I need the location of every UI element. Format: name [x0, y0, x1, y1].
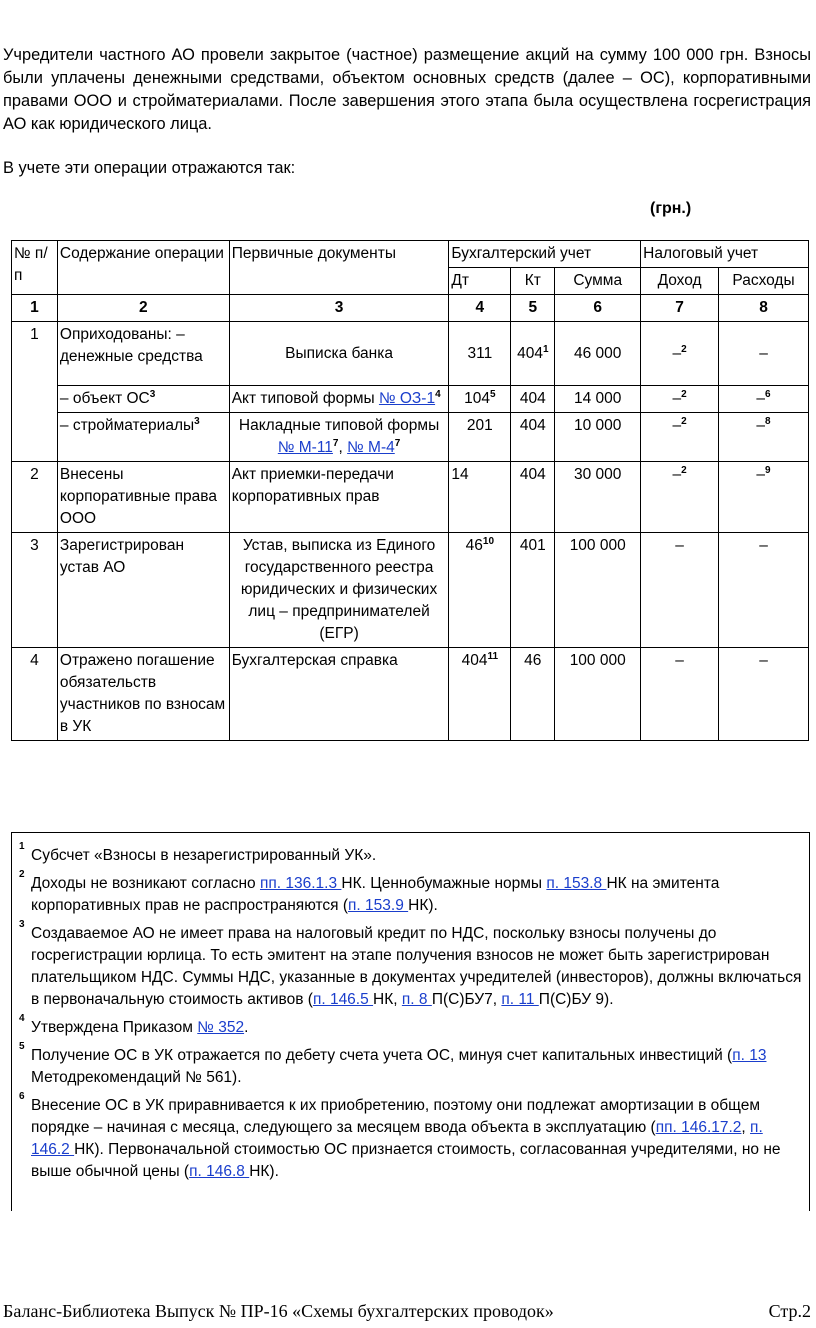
- row-dt: $104^5$: [449, 386, 511, 413]
- index-cell: 1: [12, 295, 58, 322]
- row-sum: 100 000: [555, 648, 641, 741]
- header-num: № п/п: [12, 241, 58, 295]
- table-row: [12, 386, 809, 413]
- row-docs: Акт приемки-передачи корпоративных прав: [229, 462, 449, 533]
- row-sum: 30 000: [555, 462, 641, 533]
- doc-link[interactable]: № М-11: [277, 439, 333, 456]
- header-income: Доход: [641, 268, 719, 295]
- row-expense: –$^9$: [719, 462, 809, 533]
- table-row: [12, 533, 809, 648]
- law-link[interactable]: п. 8: [401, 991, 432, 1008]
- footnote: 2 Доходы не возникают согласно пп. 136.1.3 НК. Ценнобумажные нормы п. 153.8 НК на эмитента корпоративных прав не распространяются (п. 153.9 НК).: [19, 869, 720, 914]
- row-expense: –$^6$: [719, 386, 809, 413]
- footnote: 3 Создаваемое АО не имеет права на налоговый кредит по НДС, поскольку взносы получены до госрегистрации юрлица. То есть эмитент на этапе получения взносов не может быть зарегистрирован плательщиком НДС. Суммы НДС, указанные в документах учредителей (инвесторов), должны включаться в первоначальную стоимость активов (п. 146.5 НК, п. 8 П(С)БУ7, п. 11 П(С)БУ 9).: [19, 919, 802, 1008]
- footnote: 4 Утверждена Приказом № 352.: [19, 1013, 249, 1036]
- row-content: – объект $ОС^3$: [57, 386, 229, 413]
- law-link[interactable]: п. 13: [732, 1047, 767, 1064]
- law-link[interactable]: пп. 136.1.3: [259, 875, 342, 892]
- law-link[interactable]: пп. 146.17.2: [655, 1119, 742, 1136]
- law-link[interactable]: п. 11: [501, 991, 539, 1008]
- intro-caption: В учете эти операции отражаются так:: [3, 159, 296, 177]
- table-row: [12, 413, 809, 462]
- footnote: 1 Субсчет «Взносы в незарегистрированный УК».: [19, 841, 377, 864]
- index-cell: 6: [555, 295, 641, 322]
- table-row: [12, 462, 809, 533]
- row-docs: Накладные типовой формы № $М-11^7$, № $М-4^7$: [229, 413, 449, 462]
- doc-link[interactable]: № М-4: [347, 439, 395, 456]
- header-row: [12, 241, 809, 268]
- row-num: 2: [12, 462, 58, 533]
- index-row: [12, 295, 809, 322]
- row-income: –$^2$: [641, 413, 719, 462]
- footnote: 5 Получение ОС в УК отражается по дебету счета учета ОС, минуя счет капитальных инвестиций (п. 13 Методрекомендаций № 561).: [19, 1041, 767, 1086]
- table-row: [12, 648, 809, 741]
- index-cell: 8: [719, 295, 809, 322]
- header-expense: Расходы: [719, 268, 809, 295]
- header-sum: Сумма: [555, 268, 641, 295]
- law-link[interactable]: п. 146.5: [312, 991, 374, 1008]
- row-expense: –: [719, 322, 809, 386]
- footer-title: Баланс-Библиотека Выпуск № ПР-16 «Схемы бухгалтерских проводок»: [3, 1301, 554, 1321]
- index-cell: 4: [449, 295, 511, 322]
- row-income: –: [641, 533, 719, 648]
- row-docs: Выписка банка: [229, 322, 449, 386]
- row-income: –$^2$: [641, 462, 719, 533]
- row-kt: 404: [511, 462, 555, 533]
- header-content: Содержание операции: [57, 241, 229, 295]
- row-sum: 100 000: [555, 533, 641, 648]
- row-sum: 46 000: [555, 322, 641, 386]
- row-content: Внесены корпоративные права ООО: [57, 462, 229, 533]
- row-dt: $404^{11}$: [449, 648, 511, 741]
- row-num: 1: [12, 322, 58, 462]
- footnotes: [11, 832, 810, 1211]
- footnote: 6 Внесение ОС в УК приравнивается к их приобретению, поэтому они подлежат амортизации в общем порядке – начиная с месяца, следующего за месяцем ввода объекта в эксплуатацию (пп. 146.17.2, п. 146.2 НК). Первоначальной стоимостью ОС признается стоимость, согласованная учредителями, но не выше обычной цены (п. 146.8 НК).: [19, 1091, 781, 1180]
- header-buh: Бухгалтерский учет: [449, 241, 641, 268]
- index-cell: 7: [641, 295, 719, 322]
- row-sum: 10 000: [555, 413, 641, 462]
- index-cell: 3: [229, 295, 449, 322]
- row-content: – стройматериалы$^3$: [57, 413, 229, 462]
- intro-paragraph: Учредители частного АО провели закрытое (частное) размещение акций на сумму 100 000 грн. Взносы были уплачены денежными средствами, объектом основных средств (далее – ОС), корпоративными правами ООО и стройматериалами. После завершения этого этапа была осуществлена госрегистрация АО как юридического лица.: [3, 46, 811, 133]
- row-expense: –$^8$: [719, 413, 809, 462]
- index-cell: 5: [511, 295, 555, 322]
- page-number: Стр.2: [768, 1301, 811, 1321]
- header-nalog: Налоговый учет: [641, 241, 809, 268]
- index-cell: 2: [57, 295, 229, 322]
- law-link[interactable]: п. 146.2: [31, 1119, 763, 1158]
- row-kt: 401: [511, 533, 555, 648]
- row-dt: 14: [449, 462, 511, 533]
- row-num: 4: [12, 648, 58, 741]
- row-content: Отражено погашение обязательств участников по взносам в УК: [57, 648, 229, 741]
- row-docs: Бухгалтерская справка: [229, 648, 449, 741]
- row-income: –$^2$: [641, 322, 719, 386]
- row-content: Оприходованы: – денежные средства: [57, 322, 229, 386]
- row-num: 3: [12, 533, 58, 648]
- doc-link[interactable]: № ОЗ-1: [378, 390, 436, 407]
- row-kt: 46: [511, 648, 555, 741]
- table-row: [12, 322, 809, 386]
- row-expense: –: [719, 533, 809, 648]
- row-dt: $46^{10}$: [449, 533, 511, 648]
- row-kt: $404^1$: [511, 322, 555, 386]
- row-dt: 311: [449, 322, 511, 386]
- page-footer: [3, 1301, 811, 1322]
- law-link[interactable]: п. 153.9: [348, 897, 409, 914]
- header-kt: Кт: [511, 268, 555, 295]
- row-docs: Устав, выписка из Единого государственного реестра юридических и физических лиц – предпринимателей (ЕГР): [229, 533, 449, 648]
- row-expense: –: [719, 648, 809, 741]
- header-dt: Дт: [449, 268, 511, 295]
- unit-label: (грн.): [650, 200, 692, 217]
- law-link[interactable]: № 352: [197, 1019, 245, 1036]
- row-kt: 404: [511, 386, 555, 413]
- law-link[interactable]: п. 153.8: [546, 875, 607, 892]
- row-dt: 201: [449, 413, 511, 462]
- row-sum: 14 000: [555, 386, 641, 413]
- row-kt: 404: [511, 413, 555, 462]
- header-docs: Первичные документы: [229, 241, 449, 295]
- row-content: Зарегистрирован устав АО: [57, 533, 229, 648]
- row-income: –: [641, 648, 719, 741]
- row-docs: Акт типовой формы № $ОЗ-1^4$: [229, 386, 449, 413]
- law-link[interactable]: п. 146.8: [189, 1163, 250, 1180]
- row-income: –$^2$: [641, 386, 719, 413]
- operations-table: [11, 240, 809, 741]
